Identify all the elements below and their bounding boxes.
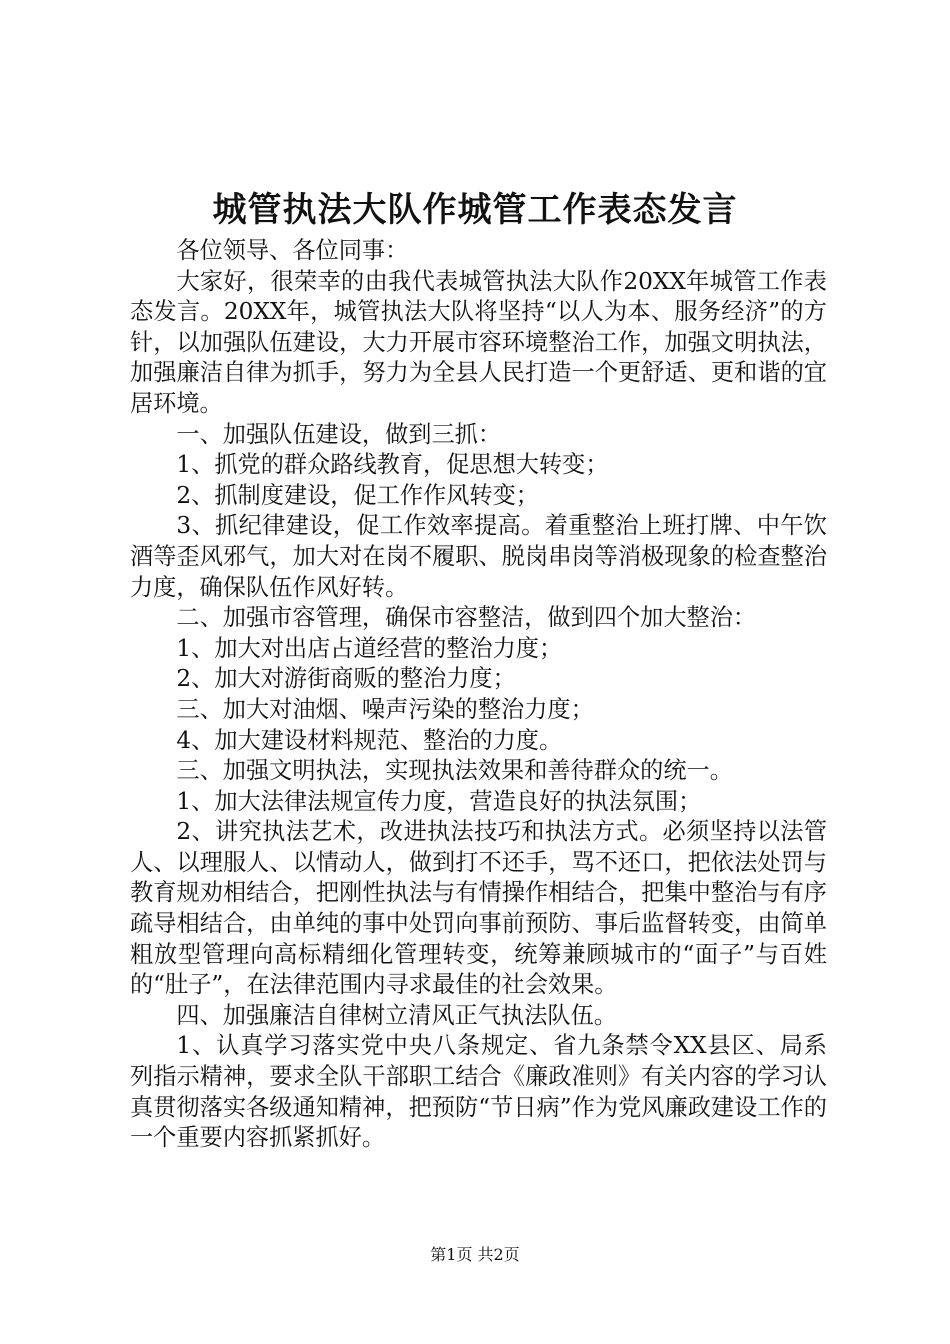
- section-heading-4: 四、加强廉洁自律树立清风正气执法队伍。: [176, 1001, 617, 1029]
- document-body: [130, 236, 827, 1154]
- list-item: 1、抓党的群众路线教育，促思想大转变；: [176, 451, 609, 479]
- paragraph-greeting: 各位领导、各位同事：: [176, 237, 409, 264]
- section-heading-3: 三、加强文明执法，实现执法效果和善待群众的统一。: [176, 757, 733, 785]
- list-item: 2、加大对游街商贩的整治力度；: [176, 665, 516, 693]
- page-footer: 第1页 共2页: [430, 1245, 520, 1264]
- list-item: 2、抓制度建设，促工作作风转变；: [176, 481, 539, 509]
- list-item: 三、加大对油烟、噪声污染的整治力度；: [176, 695, 594, 723]
- list-item: 2、讲究执法艺术，改进执法技巧和执法方式。必须坚持以法管人、以理服人、以情动人，做到打不还手，骂不还口，把依法处罚与教育规劝相结合，把刚性执法与有情操作相结合，把集中整治与有序疏导相结合，由单纯的事中处罚向事前预防、事后监督转变，由简单粗放型管理向高标精细化管理转变，统筹兼顾城市的“面子”与百姓的“肚子”，在法律范围内寻求最佳的社会效果。: [130, 818, 827, 999]
- list-item: 1、加大对出店占道经营的整治力度；: [176, 634, 563, 662]
- document-title: 城管执法大队作城管工作表态发言: [212, 190, 738, 230]
- section-heading-1: 一、加强队伍建设，做到三抓：: [176, 420, 502, 448]
- list-item: 4、加大建设材料规范、整治的力度。: [176, 726, 563, 754]
- list-item: 3、抓纪律建设，促工作效率提高。着重整治上班打牌、中午饮酒等歪风邪气，加大对在岗不履职、脱岗串岗等消极现象的检查整治力度，确保队伍作风好转。: [130, 512, 827, 601]
- section-heading-2: 二、加强市容管理，确保市容整洁，做到四个加大整治：: [176, 604, 757, 632]
- list-item: 1、认真学习落实党中央八条规定、省九条禁令XX县区、局系列指示精神，要求全队干部职工结合《廉政准则》有关内容的学习认真贯彻落实各级通知精神，把预防“节日病”作为党风廉政建设工作的一个重要内容抓紧抓好。: [130, 1032, 827, 1152]
- paragraph-intro: 大家好，很荣幸的由我代表城管执法大队作20XX年城管工作表态发言。20XX年，城管执法大队将坚持“以人为本、服务经济”的方针，以加强队伍建设，大力开展市容环境整治工作，加强文明执法，加强廉洁自律为抓手，努力为全县人民打造一个更舒适、更和谐的宜居环境。: [130, 267, 827, 417]
- list-item: 1、加大法律法规宣传力度，营造良好的执法氛围；: [176, 787, 702, 815]
